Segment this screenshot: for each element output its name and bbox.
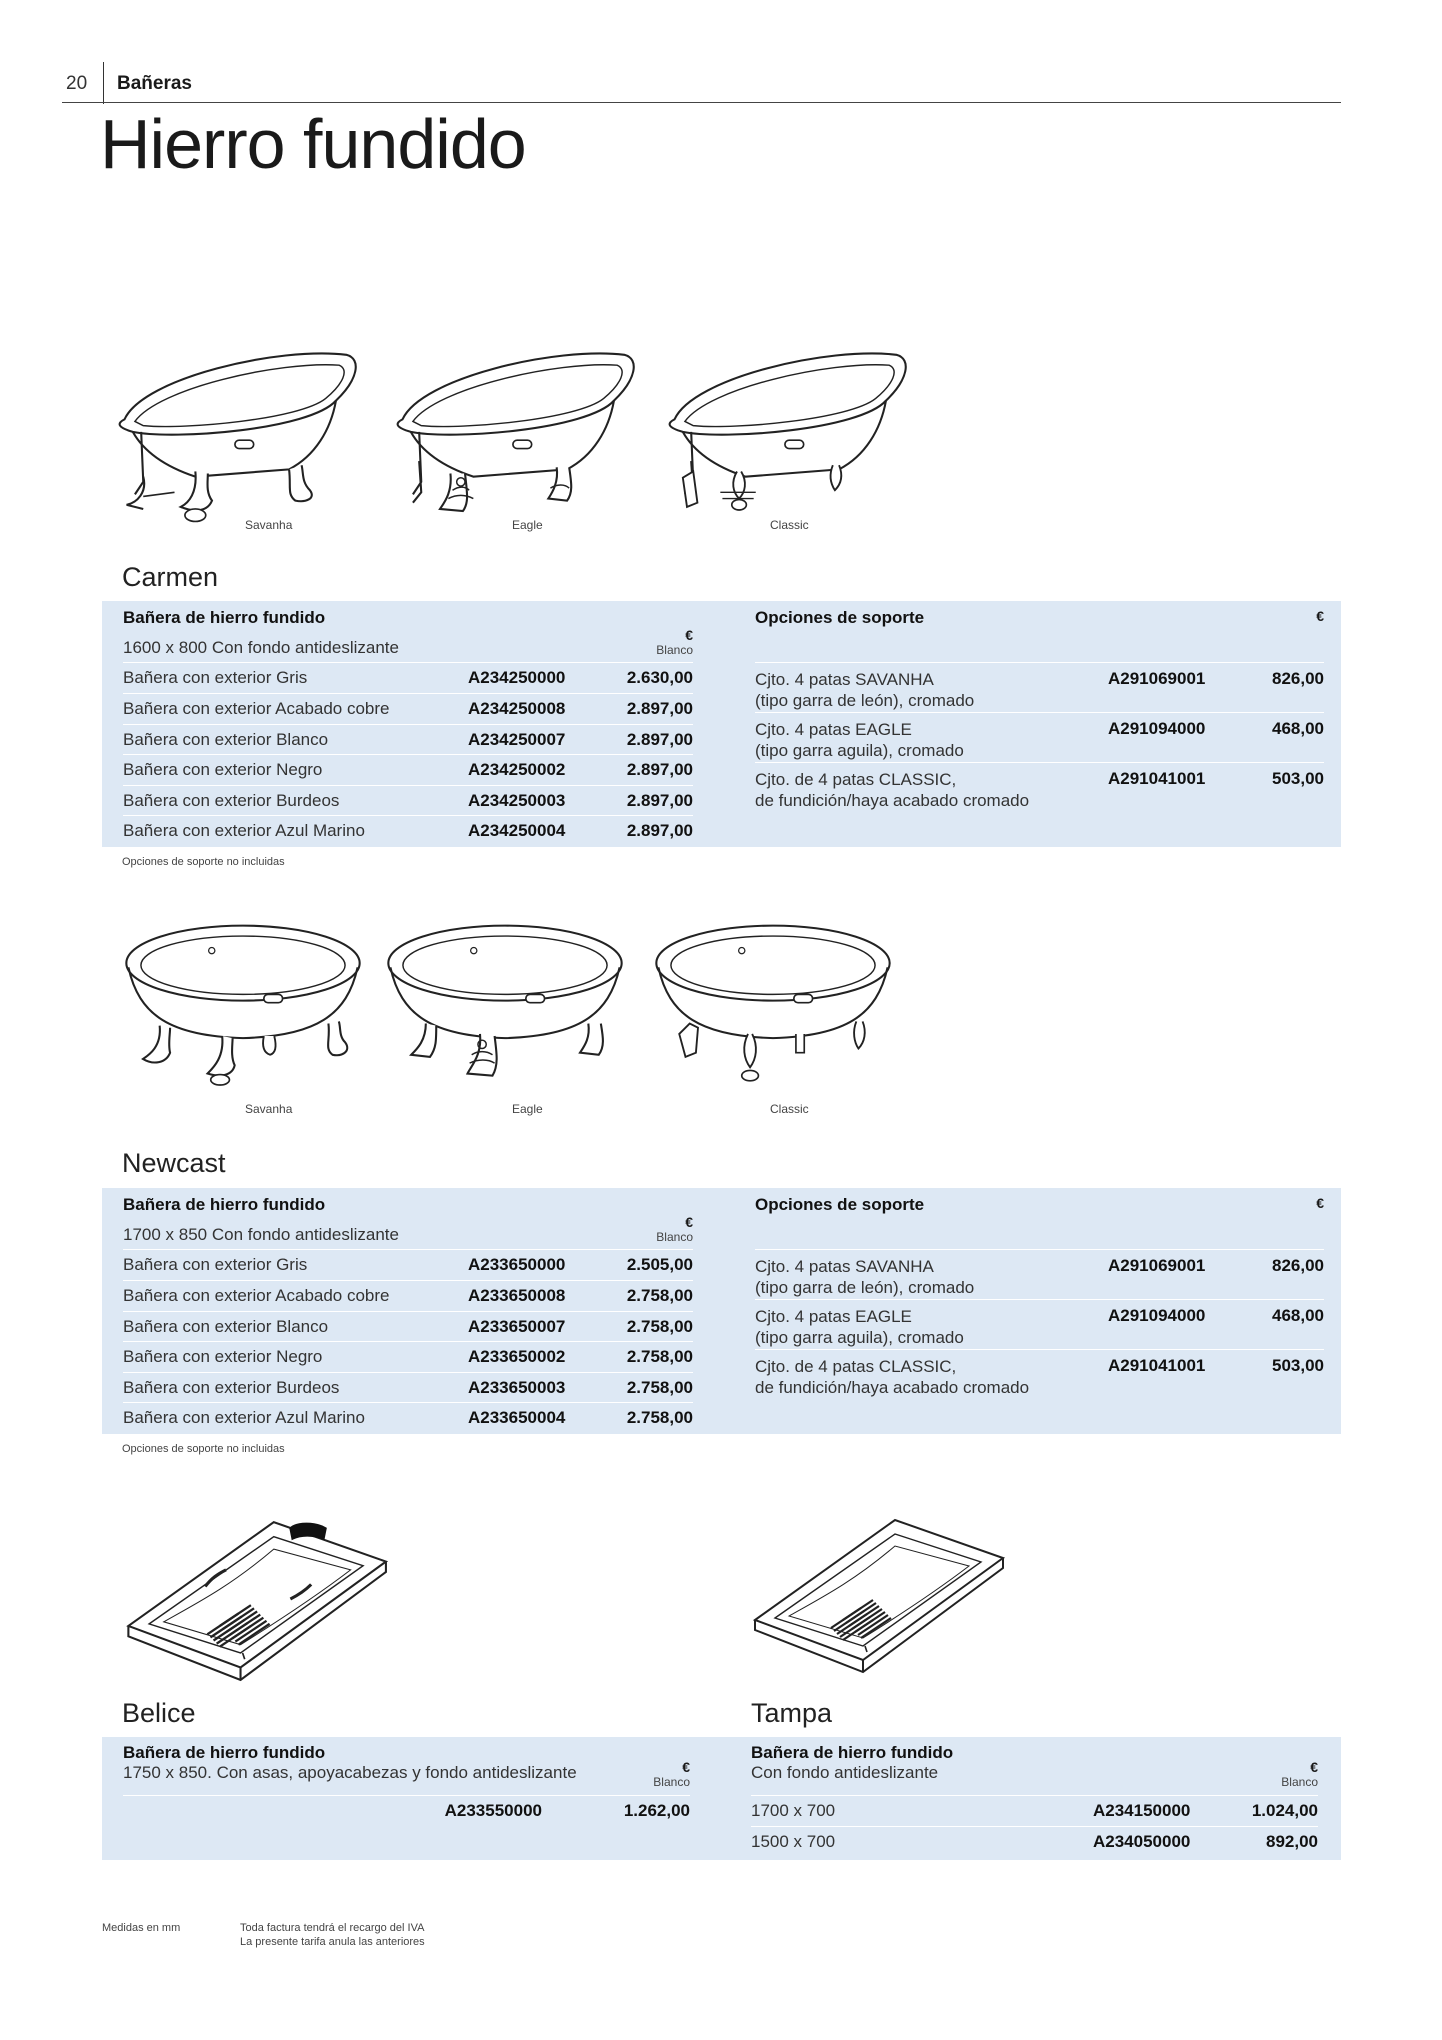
row-code: A234150000	[1093, 1801, 1191, 1820]
row-code: A234250000	[468, 668, 566, 687]
row-code: A233650007	[468, 1317, 566, 1336]
product-name-carmen: Carmen	[122, 562, 219, 592]
option-label: Cjto. 4 patas EAGLE (tipo garra aguila), cromado	[755, 1307, 964, 1347]
row-label: Bañera con exterior Gris	[123, 1255, 308, 1274]
belice-price: 1.262,00	[623, 1801, 690, 1820]
carmen-note: Opciones de soporte no incluidas	[122, 856, 285, 868]
tub-table-heading: Bañera de hierro fundido	[123, 1195, 326, 1214]
color-column-header: Blanco	[656, 643, 693, 657]
row-label: Bañera con exterior Blanco	[123, 1317, 329, 1336]
tub-spec: 1600 x 800 Con fondo antideslizante	[123, 638, 399, 657]
caption-classic: Classic	[770, 518, 809, 532]
newcast-eagle-illustration	[380, 910, 630, 1110]
row-label: Bañera con exterior Negro	[123, 760, 323, 779]
caption-eagle: Eagle	[512, 518, 543, 532]
currency-symbol: €	[682, 1759, 690, 1775]
caption-eagle: Eagle	[512, 1102, 543, 1116]
row-code: A233650008	[468, 1286, 566, 1305]
row-label: 1500 x 700	[751, 1832, 836, 1851]
row-price: 2.758,00	[626, 1286, 693, 1305]
option-label: Cjto. 4 patas EAGLE (tipo garra aguila), cromado	[755, 720, 964, 760]
table-row	[123, 1249, 693, 1280]
color-column-header: Blanco	[656, 1230, 693, 1244]
tampa-spec: Con fondo antideslizante	[751, 1763, 939, 1782]
footer-vat-note: Toda factura tendrá el recargo del IVA	[240, 1922, 425, 1934]
option-code: A291041001	[1108, 769, 1206, 788]
carmen-support-options-table	[755, 601, 1324, 847]
row-price: 2.897,00	[626, 760, 693, 779]
page-title: Hierro fundido	[100, 105, 526, 183]
option-label: Cjto. de 4 patas CLASSIC, de fundición/haya acabado cromado	[755, 1357, 1030, 1397]
currency-symbol: €	[1316, 608, 1324, 624]
table-row	[123, 815, 693, 846]
row-label: Bañera con exterior Azul Marino	[123, 821, 365, 840]
footer-notes	[240, 1921, 425, 1949]
row-code: A234250004	[468, 821, 566, 840]
table-row	[123, 1341, 693, 1372]
option-code: A291069001	[1108, 669, 1206, 688]
newcast-savanha-illustration	[118, 910, 368, 1110]
caption-savanha: Savanha	[245, 518, 293, 532]
belice-tampa-price-panel	[102, 1737, 1341, 1860]
option-label: Cjto. de 4 patas CLASSIC, de fundición/haya acabado cromado	[755, 770, 1030, 810]
table-row	[123, 1372, 693, 1403]
carmen-price-panel	[102, 601, 1341, 847]
table-row	[123, 693, 693, 724]
table-row	[123, 1311, 693, 1342]
option-row	[755, 1349, 1324, 1399]
option-price: 468,00	[1272, 719, 1324, 738]
carmen-classic-illustration	[662, 335, 912, 535]
row-label: Bañera con exterior Azul Marino	[123, 1408, 365, 1427]
newcast-price-panel	[102, 1188, 1341, 1434]
product-name-belice: Belice	[122, 1698, 196, 1728]
option-row	[755, 1299, 1324, 1349]
option-row	[755, 1249, 1324, 1299]
row-price: 2.630,00	[626, 668, 693, 687]
belice-heading: Bañera de hierro fundido	[123, 1743, 326, 1762]
row-code: A233650002	[468, 1347, 566, 1366]
row-code: A233650004	[468, 1408, 566, 1427]
color-column-header: Blanco	[1281, 1775, 1318, 1789]
option-price: 826,00	[1272, 669, 1324, 688]
row-label: Bañera con exterior Burdeos	[123, 791, 340, 810]
newcast-support-options-table	[755, 1188, 1324, 1434]
footer-tariff-note: La presente tarifa anula las anteriores	[240, 1936, 425, 1948]
tub-table-heading: Bañera de hierro fundido	[123, 608, 326, 627]
carmen-tub-table	[123, 601, 693, 847]
option-price: 503,00	[1272, 769, 1324, 788]
row-price: 2.758,00	[626, 1317, 693, 1336]
table-row	[123, 754, 693, 785]
table-row	[751, 1826, 1318, 1857]
row-code: A234250008	[468, 699, 566, 718]
option-price: 503,00	[1272, 1356, 1324, 1375]
row-price: 2.758,00	[626, 1408, 693, 1427]
table-row	[123, 662, 693, 693]
table-row	[123, 1280, 693, 1311]
product-name-tampa: Tampa	[751, 1698, 833, 1728]
newcast-note: Opciones de soporte no incluidas	[122, 1443, 285, 1455]
row-price: 892,00	[1266, 1832, 1318, 1851]
option-label: Cjto. 4 patas SAVANHA (tipo garra de león), cromado	[755, 670, 975, 710]
row-code: A233650000	[468, 1255, 566, 1274]
caption-classic: Classic	[770, 1102, 809, 1116]
color-column-header: Blanco	[653, 1775, 690, 1789]
footer-units: Medidas en mm	[102, 1922, 181, 1934]
option-row	[755, 762, 1324, 812]
tampa-illustration	[745, 1500, 1005, 1690]
table-row	[123, 724, 693, 755]
row-label: Bañera con exterior Gris	[123, 668, 308, 687]
section-title: Bañeras	[117, 73, 192, 94]
row-code: A234250003	[468, 791, 566, 810]
row-code: A234250002	[468, 760, 566, 779]
carmen-eagle-illustration	[390, 335, 640, 535]
options-heading: Opciones de soporte	[755, 608, 925, 627]
table-row	[123, 785, 693, 816]
row-price: 2.505,00	[626, 1255, 693, 1274]
currency-symbol: €	[1316, 1195, 1324, 1211]
newcast-classic-illustration	[648, 910, 898, 1110]
carmen-savanha-illustration	[112, 335, 362, 535]
option-row	[755, 662, 1324, 712]
belice-spec: 1750 x 850. Con asas, apoyacabezas y fondo antideslizante	[123, 1763, 577, 1782]
options-heading: Opciones de soporte	[755, 1195, 925, 1214]
row-price: 2.897,00	[626, 699, 693, 718]
tampa-heading: Bañera de hierro fundido	[751, 1743, 954, 1762]
tampa-table	[751, 1737, 1318, 1860]
row-code: A233650003	[468, 1378, 566, 1397]
row-label: Bañera con exterior Burdeos	[123, 1378, 340, 1397]
row-price: 2.897,00	[626, 821, 693, 840]
option-code: A291094000	[1108, 719, 1206, 738]
row-label: 1700 x 700	[751, 1801, 836, 1820]
row-price: 1.024,00	[1251, 1801, 1318, 1820]
row-label: Bañera con exterior Acabado cobre	[123, 699, 390, 718]
table-row	[123, 1402, 693, 1433]
table-row	[123, 1795, 690, 1826]
table-row	[751, 1795, 1318, 1826]
belice-table	[123, 1737, 690, 1860]
row-price: 2.758,00	[626, 1347, 693, 1366]
product-name-newcast: Newcast	[122, 1148, 226, 1178]
row-label: Bañera con exterior Acabado cobre	[123, 1286, 390, 1305]
row-price: 2.897,00	[626, 791, 693, 810]
currency-symbol: €	[685, 1214, 693, 1230]
row-price: 2.758,00	[626, 1378, 693, 1397]
currency-symbol: €	[685, 627, 693, 643]
option-code: A291041001	[1108, 1356, 1206, 1375]
tub-spec: 1700 x 850 Con fondo antideslizante	[123, 1225, 399, 1244]
row-code: A234250007	[468, 730, 566, 749]
page-number: 20	[66, 73, 88, 94]
option-code: A291094000	[1108, 1306, 1206, 1325]
row-price: 2.897,00	[626, 730, 693, 749]
newcast-tub-table	[123, 1188, 693, 1434]
belice-illustration	[118, 1500, 388, 1700]
currency-symbol: €	[1310, 1759, 1318, 1775]
header-divider	[103, 62, 104, 104]
option-code: A291069001	[1108, 1256, 1206, 1275]
row-label: Bañera con exterior Blanco	[123, 730, 329, 749]
belice-code: A233550000	[444, 1801, 542, 1820]
option-label: Cjto. 4 patas SAVANHA (tipo garra de león), cromado	[755, 1257, 975, 1297]
row-label: Bañera con exterior Negro	[123, 1347, 323, 1366]
option-row	[755, 712, 1324, 762]
option-price: 468,00	[1272, 1306, 1324, 1325]
row-code: A234050000	[1093, 1832, 1191, 1851]
option-price: 826,00	[1272, 1256, 1324, 1275]
caption-savanha: Savanha	[245, 1102, 293, 1116]
